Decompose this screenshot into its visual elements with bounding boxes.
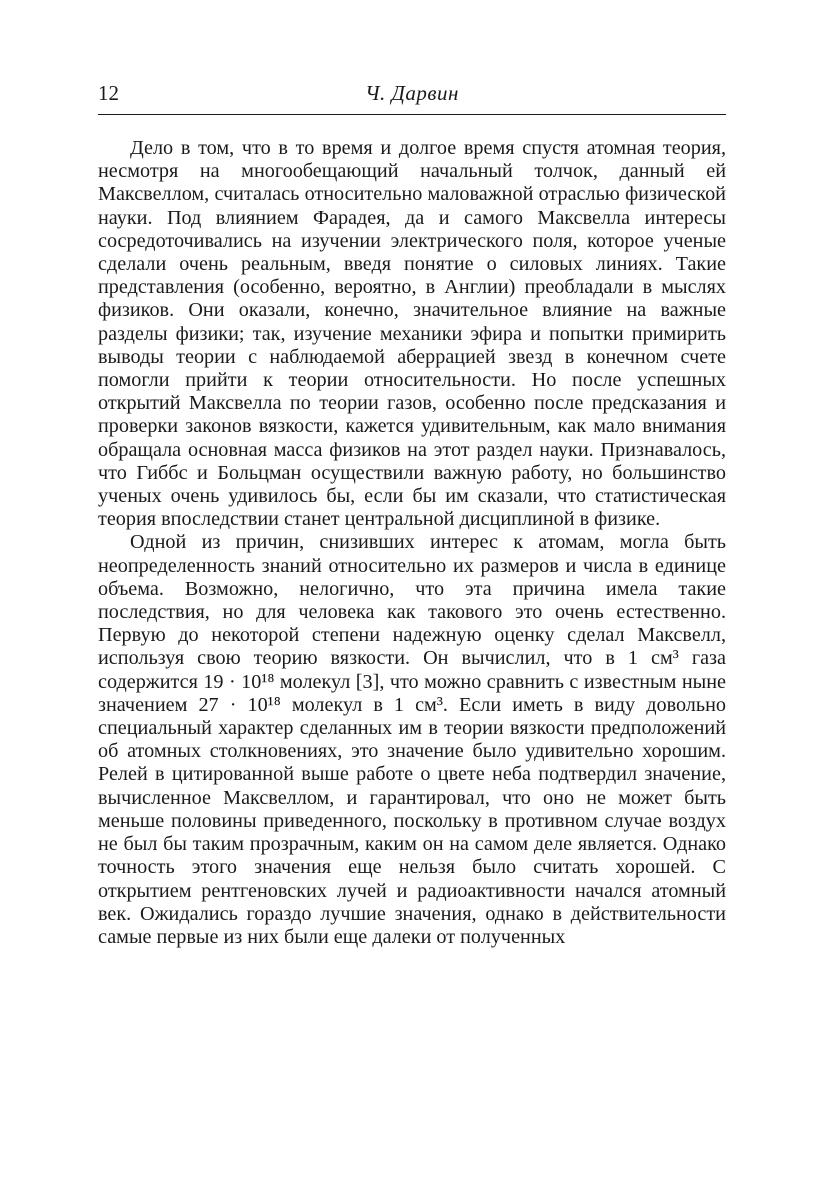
- running-title: Ч. Дарвин: [365, 81, 459, 105]
- paragraph-1: Дело в том, что в то время и долгое время спустя атомная теория, несмотря на многообещающий начальный толчок, данный ей Максвеллом, считалась относительно маловажной отраслью физической науки. Под влиянием Фарадея, да и самого Максвелла интересы сосредоточивались на изучении электрического поля, которое ученые сделали очень реальным, введя понятие о силовых линиях. Такие представления (особенно, вероятно, в Англии) преобладали в мыслях физиков. Они оказали, конечно, значительное влияние на важные разделы физики; так, изучение механики эфира и попытки примирить выводы теории с наблюдаемой аберрацией звезд в конечном счете помогли прийти к теории относительности. Но после успешных открытий Максвелла по теории газов, особенно после предсказания и проверки законов вязкости, кажется удивительным, как мало внимания обращала основная масса физиков на этот раздел науки. Признавалось, что Гиббс и Больцман осуществили важную работу, но большинство ученых очень удивилось бы, если бы им сказали, что статистическая теория впоследствии станет центральной дисциплиной в физике.: [98, 137, 726, 531]
- book-page: [98, 78, 726, 949]
- header-rule: [98, 114, 726, 115]
- page-number: 12: [98, 81, 119, 105]
- running-head: [98, 78, 726, 108]
- paragraph-2: Одной из причин, снизивших интерес к атомам, могла быть неопределенность знаний относительно их размеров и числа в единице объема. Возможно, нелогично, что эта причина имела такие последствия, но для человека как такового это очень естественно. Первую до некоторой степени надежную оценку сделал Максвелл, используя свою теорию вязкости. Он вычислил, что в 1 см³ газа содержится 19 · 10¹⁸ молекул [3], что можно сравнить с известным ныне значением 27 · 10¹⁸ молекул в 1 см³. Если иметь в виду довольно специальный характер сделанных им в теории вязкости предположений об атомных столкновениях, это значение было удивительно хорошим. Релей в цитированной выше работе о цвете неба подтвердил значение, вычисленное Максвеллом, и гарантировал, что оно не может быть меньше половины приведенного, поскольку в противном случае воздух не был бы таким прозрачным, каким он на самом деле является. Однако точность этого значения еще нельзя было считать хорошей. С открытием рентгеновских лучей и радиоактивности начался атомный век. Ожидались гораздо лучшие значения, однако в действительности самые первые из них были еще далеки от полученных: [98, 531, 726, 948]
- body-text: [98, 137, 726, 949]
